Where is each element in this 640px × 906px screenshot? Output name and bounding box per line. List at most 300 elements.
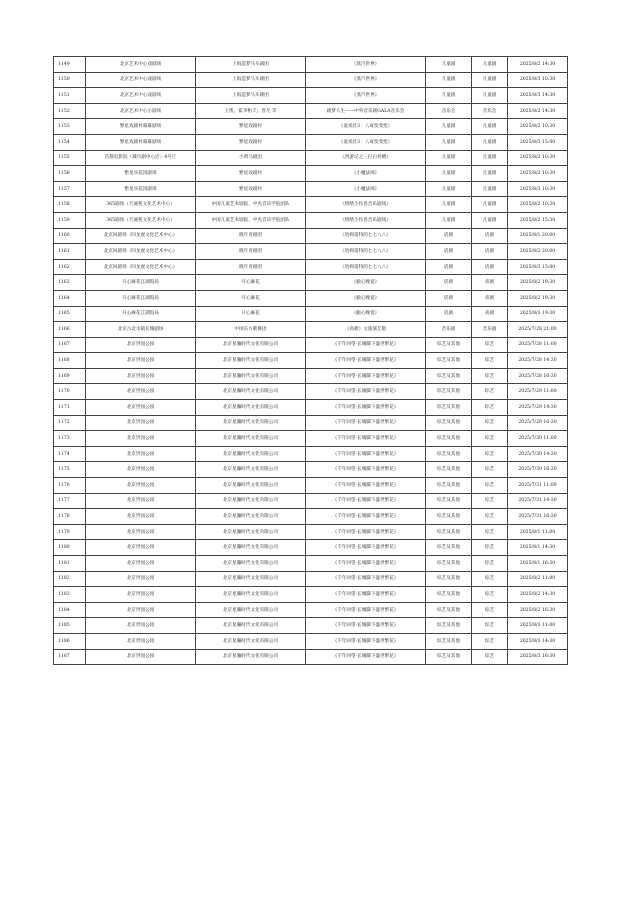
venue-cell: 北京艺术中心小剧场 — [86, 103, 196, 119]
performer-cell: 北京星瀚时代文化有限公司 — [196, 556, 306, 572]
row-number-cell: 1174 — [54, 446, 86, 462]
subcategory-cell: 综艺 — [472, 431, 508, 447]
venue-cell: 北京艺术中心戏剧场 — [86, 88, 196, 104]
category-cell: 儿童剧 — [426, 119, 472, 135]
datetime-cell: 2025/8/3 14:30 — [508, 633, 568, 649]
performer-cell: 开心麻花 — [196, 306, 306, 322]
performer-cell: 北京星瀚时代文化有限公司 — [196, 540, 306, 556]
performer-cell: 繁星戏剧村 — [196, 166, 306, 182]
table-row — [54, 166, 568, 182]
datetime-cell: 2025/8/3 11:00 — [508, 618, 568, 634]
datetime-cell: 2025/8/1 20:00 — [508, 228, 568, 244]
category-cell: 话剧 — [426, 275, 472, 291]
title-cell: 《偷心晚宴》 — [306, 275, 426, 291]
row-number-cell: 1152 — [54, 103, 86, 119]
category-cell: 儿童剧 — [426, 134, 472, 150]
venue-cell: 北京世园公园 — [86, 384, 196, 400]
row-number-cell: 1161 — [54, 244, 86, 260]
subcategory-cell: 话剧 — [472, 244, 508, 260]
category-cell: 儿童剧 — [426, 166, 472, 182]
title-cell: 《千年回望·长城脚下盛世繁花》 — [306, 493, 426, 509]
performer-cell: 北京星瀚时代文化有限公司 — [196, 509, 306, 525]
title-cell: 《千年回望·长城脚下盛世繁花》 — [306, 587, 426, 603]
datetime-cell: 2025/8/1 14:30 — [508, 540, 568, 556]
category-cell: 综艺及其他 — [426, 384, 472, 400]
venue-cell: 北京世园公园 — [86, 509, 196, 525]
row-number-cell: 1184 — [54, 602, 86, 618]
datetime-cell: 2025/8/2 14:30 — [508, 587, 568, 603]
category-cell: 儿童剧 — [426, 88, 472, 104]
performer-cell: 北京星瀚时代文化有限公司 — [196, 353, 306, 369]
table-row — [54, 57, 568, 73]
table-row — [54, 119, 568, 135]
performer-cell: 繁星戏剧村 — [196, 119, 306, 135]
title-cell: 《千年回望·长城脚下盛世繁花》 — [306, 368, 426, 384]
row-number-cell: 1181 — [54, 556, 86, 572]
row-number-cell: 1153 — [54, 119, 86, 135]
performer-cell: 晓年青剧团 — [196, 244, 306, 260]
datetime-cell: 2025/8/3 15:00 — [508, 259, 568, 275]
table-row — [54, 244, 568, 260]
subcategory-cell: 综艺 — [472, 524, 508, 540]
venue-cell: 北京古北水镇长城剧场 — [86, 322, 196, 338]
venue-cell: 繁星戏剧村幕幕剧场 — [86, 134, 196, 150]
category-cell: 综艺及其他 — [426, 446, 472, 462]
category-cell: 儿童剧 — [426, 150, 472, 166]
venue-cell: 开心麻花江湖饭局 — [86, 290, 196, 306]
table-row — [54, 228, 568, 244]
datetime-cell: 2025/7/28 16:30 — [508, 368, 568, 384]
table-row — [54, 103, 568, 119]
datetime-cell: 2025/8/3 16:30 — [508, 649, 568, 665]
venue-cell: 繁星乐花园剧场 — [86, 166, 196, 182]
performer-cell: 中国儿童艺术剧院、中央音乐学院团队 — [196, 197, 306, 213]
title-cell: 《小魔法师》 — [306, 166, 426, 182]
subcategory-cell: 综艺 — [472, 493, 508, 509]
title-cell: 《千年回望·长城脚下盛世繁花》 — [306, 602, 426, 618]
datetime-cell: 2025/8/2 19:30 — [508, 290, 568, 306]
title-cell: 《蒸汽世界》 — [306, 72, 426, 88]
category-cell: 综艺及其他 — [426, 493, 472, 509]
venue-cell: 北京世园公园 — [86, 649, 196, 665]
table-row — [54, 446, 568, 462]
datetime-cell: 2025/8/3 10:30 — [508, 72, 568, 88]
venue-cell: 365剧场（天通苑文化艺术中心） — [86, 212, 196, 228]
title-cell: 《哈姆雷特的七七八八》 — [306, 259, 426, 275]
datetime-cell: 2025/7/31 11:00 — [508, 478, 568, 494]
subcategory-cell: 综艺 — [472, 633, 508, 649]
table-row — [54, 478, 568, 494]
subcategory-cell: 综艺 — [472, 649, 508, 665]
subcategory-cell: 话剧 — [472, 228, 508, 244]
title-cell: 《千年回望·长城脚下盛世繁花》 — [306, 633, 426, 649]
category-cell: 话剧 — [426, 259, 472, 275]
datetime-cell: 2025/8/3 10:30 — [508, 181, 568, 197]
performer-cell: 北京星瀚时代文化有限公司 — [196, 649, 306, 665]
category-cell: 综艺及其他 — [426, 633, 472, 649]
subcategory-cell: 综艺 — [472, 462, 508, 478]
performer-cell: 小黄马剧团 — [196, 150, 306, 166]
title-cell: 《童戏社3：八戒变变变》 — [306, 119, 426, 135]
category-cell: 儿童剧 — [426, 57, 472, 73]
venue-cell: 北京世园公园 — [86, 368, 196, 384]
row-number-cell: 1156 — [54, 166, 86, 182]
venue-cell: 北京世园公园 — [86, 446, 196, 462]
title-cell: 《童戏社3：八戒变变变》 — [306, 134, 426, 150]
performer-cell: 北京星瀚时代文化有限公司 — [196, 462, 306, 478]
title-cell: 《小魔法师》 — [306, 181, 426, 197]
category-cell: 综艺及其他 — [426, 415, 472, 431]
datetime-cell: 2025/8/1 16:30 — [508, 556, 568, 572]
category-cell: 综艺及其他 — [426, 462, 472, 478]
category-cell: 话剧 — [426, 290, 472, 306]
table-row — [54, 275, 568, 291]
venue-cell: 北京世园公园 — [86, 400, 196, 416]
venue-cell: 北京世园公园 — [86, 633, 196, 649]
title-cell: 《偷心晚宴》 — [306, 306, 426, 322]
table-row — [54, 259, 568, 275]
datetime-cell: 2025/7/31 16:30 — [508, 509, 568, 525]
category-cell: 综艺及其他 — [426, 602, 472, 618]
venue-cell: 繁星戏剧村幕幕剧场 — [86, 119, 196, 135]
title-cell: 《情绪小怪兽音乐剧场》 — [306, 197, 426, 213]
performer-cell: 中国东方歌舞团 — [196, 322, 306, 338]
table-row — [54, 150, 568, 166]
row-number-cell: 1180 — [54, 540, 86, 556]
category-cell: 综艺及其他 — [426, 587, 472, 603]
table-row — [54, 602, 568, 618]
venue-cell: 北京世园公园 — [86, 618, 196, 634]
category-cell: 话剧 — [426, 244, 472, 260]
title-cell: 《情绪小怪兽音乐剧场》 — [306, 212, 426, 228]
venue-cell: 繁星乐花园剧场 — [86, 181, 196, 197]
performer-cell: 北京星瀚时代文化有限公司 — [196, 493, 306, 509]
datetime-cell: 2025/8/3 14:30 — [508, 88, 568, 104]
row-number-cell: 1172 — [54, 415, 86, 431]
row-number-cell: 1175 — [54, 462, 86, 478]
category-cell: 综艺及其他 — [426, 478, 472, 494]
row-number-cell: 1187 — [54, 649, 86, 665]
datetime-cell: 2025/7/31 14:30 — [508, 493, 568, 509]
category-cell: 综艺及其他 — [426, 571, 472, 587]
row-number-cell: 1185 — [54, 618, 86, 634]
title-cell: 《千年回望·长城脚下盛世繁花》 — [306, 415, 426, 431]
datetime-cell: 2025/8/2 19:30 — [508, 275, 568, 291]
subcategory-cell: 综艺 — [472, 602, 508, 618]
table-row — [54, 400, 568, 416]
title-cell: 《千年回望·长城脚下盛世繁花》 — [306, 462, 426, 478]
row-number-cell: 1151 — [54, 88, 86, 104]
row-number-cell: 1160 — [54, 228, 86, 244]
subcategory-cell: 综艺 — [472, 384, 508, 400]
performer-cell: 晓年青剧团 — [196, 259, 306, 275]
row-number-cell: 1149 — [54, 57, 86, 73]
performance-schedule-table — [53, 56, 568, 665]
venue-cell: 北京艺术中心戏剧场 — [86, 57, 196, 73]
venue-cell: 北京世园公园 — [86, 493, 196, 509]
table-row — [54, 540, 568, 556]
category-cell: 综艺及其他 — [426, 618, 472, 634]
datetime-cell: 2025/8/2 11:00 — [508, 571, 568, 587]
performer-cell: 晓年青剧团 — [196, 228, 306, 244]
category-cell: 音乐会 — [426, 103, 472, 119]
venue-cell: 北京世园公园 — [86, 556, 196, 572]
datetime-cell: 2025/7/30 16:30 — [508, 462, 568, 478]
category-cell: 综艺及其他 — [426, 368, 472, 384]
venue-cell: 开心麻花江湖饭局 — [86, 306, 196, 322]
performer-cell: 北京星瀚时代文化有限公司 — [196, 337, 306, 353]
table-body — [54, 57, 568, 665]
subcategory-cell: 喜剧 — [472, 306, 508, 322]
performer-cell: 王凯、霍李桁天、晋凡 等 — [196, 103, 306, 119]
performer-cell: 繁星戏剧村 — [196, 181, 306, 197]
row-number-cell: 1159 — [54, 212, 86, 228]
category-cell: 儿童剧 — [426, 72, 472, 88]
table-row — [54, 353, 568, 369]
title-cell: 剧梦人生——中外音乐剧GALA音乐会 — [306, 103, 426, 119]
category-cell: 综艺及其他 — [426, 524, 472, 540]
category-cell: 综艺及其他 — [426, 649, 472, 665]
row-number-cell: 1157 — [54, 181, 86, 197]
subcategory-cell: 综艺 — [472, 509, 508, 525]
table-row — [54, 571, 568, 587]
performer-cell: 北京星瀚时代文化有限公司 — [196, 368, 306, 384]
row-number-cell: 1183 — [54, 587, 86, 603]
title-cell: 《哈姆雷特的七七八八》 — [306, 244, 426, 260]
subcategory-cell: 儿童剧 — [472, 181, 508, 197]
datetime-cell: 2025/8/2 10:30 — [508, 197, 568, 213]
subcategory-cell: 喜剧 — [472, 290, 508, 306]
venue-cell: 北京回剧场（回龙观文化艺术中心） — [86, 228, 196, 244]
subcategory-cell: 儿童剧 — [472, 119, 508, 135]
performer-cell: 开心麻花 — [196, 275, 306, 291]
row-number-cell: 1158 — [54, 197, 86, 213]
table-row — [54, 322, 568, 338]
row-number-cell: 1170 — [54, 384, 86, 400]
venue-cell: 北京世园公园 — [86, 571, 196, 587]
datetime-cell: 2025/7/30 11:00 — [508, 431, 568, 447]
venue-cell: 首都电影院（城市副中心店）4号厅 — [86, 150, 196, 166]
datetime-cell: 2025/8/2 20:00 — [508, 244, 568, 260]
row-number-cell: 1173 — [54, 431, 86, 447]
table-row — [54, 649, 568, 665]
subcategory-cell: 综艺 — [472, 368, 508, 384]
venue-cell: 北京世园公园 — [86, 478, 196, 494]
subcategory-cell: 儿童剧 — [472, 57, 508, 73]
table-row — [54, 431, 568, 447]
datetime-cell: 2025/8/2 14:30 — [508, 103, 568, 119]
title-cell: 《蒸汽世界》 — [306, 88, 426, 104]
venue-cell: 北京世园公园 — [86, 540, 196, 556]
table-row — [54, 337, 568, 353]
subcategory-cell: 综艺 — [472, 446, 508, 462]
table-row — [54, 134, 568, 150]
subcategory-cell: 综艺 — [472, 540, 508, 556]
row-number-cell: 1186 — [54, 633, 86, 649]
table-row — [54, 415, 568, 431]
datetime-cell: 2025/7/28 11:00 — [508, 337, 568, 353]
category-cell: 话剧 — [426, 228, 472, 244]
title-cell: 《千年回望·长城脚下盛世繁花》 — [306, 400, 426, 416]
performer-cell: 北京星瀚时代文化有限公司 — [196, 571, 306, 587]
venue-cell: 北京世园公园 — [86, 462, 196, 478]
row-number-cell: 1154 — [54, 134, 86, 150]
row-number-cell: 1163 — [54, 275, 86, 291]
datetime-cell: 2025/7/29 14:30 — [508, 400, 568, 416]
table-row — [54, 290, 568, 306]
subcategory-cell: 儿童剧 — [472, 72, 508, 88]
subcategory-cell: 综艺 — [472, 571, 508, 587]
performer-cell: 中国儿童艺术剧院、中央音乐学院团队 — [196, 212, 306, 228]
table-row — [54, 462, 568, 478]
venue-cell: 开心麻花江湖饭局 — [86, 275, 196, 291]
performer-cell: 北京星瀚时代文化有限公司 — [196, 524, 306, 540]
subcategory-cell: 儿童剧 — [472, 134, 508, 150]
row-number-cell: 1169 — [54, 368, 86, 384]
datetime-cell: 2025/8/2 14:30 — [508, 57, 568, 73]
subcategory-cell: 儿童剧 — [472, 166, 508, 182]
category-cell: 综艺及其他 — [426, 400, 472, 416]
row-number-cell: 1167 — [54, 337, 86, 353]
table-row — [54, 587, 568, 603]
performer-cell: 上海造梦马车剧团 — [196, 72, 306, 88]
datetime-cell: 2025/8/2 10:30 — [508, 119, 568, 135]
row-number-cell: 1168 — [54, 353, 86, 369]
subcategory-cell: 综艺 — [472, 337, 508, 353]
category-cell: 综艺及其他 — [426, 540, 472, 556]
row-number-cell: 1165 — [54, 306, 86, 322]
row-number-cell: 1162 — [54, 259, 86, 275]
datetime-cell: 2025/8/2 10:30 — [508, 166, 568, 182]
category-cell: 综艺及其他 — [426, 556, 472, 572]
title-cell: 《蒸汽世界》 — [306, 57, 426, 73]
table-row — [54, 556, 568, 572]
venue-cell: 北京艺术中心戏剧场 — [86, 72, 196, 88]
datetime-cell: 2025/7/30 14:30 — [508, 446, 568, 462]
row-number-cell: 1164 — [54, 290, 86, 306]
performer-cell: 北京星瀚时代文化有限公司 — [196, 431, 306, 447]
datetime-cell: 2025/8/2 15:30 — [508, 212, 568, 228]
datetime-cell: 2025/7/29 16:30 — [508, 415, 568, 431]
subcategory-cell: 儿童剧 — [472, 150, 508, 166]
performer-cell: 北京星瀚时代文化有限公司 — [196, 446, 306, 462]
venue-cell: 北京世园公园 — [86, 587, 196, 603]
title-cell: 《千年回望·长城脚下盛世繁花》 — [306, 509, 426, 525]
venue-cell: 北京回剧场（回龙观文化艺术中心） — [86, 259, 196, 275]
table-row — [54, 633, 568, 649]
title-cell: 《千年回望·长城脚下盛世繁花》 — [306, 384, 426, 400]
title-cell: 《西游记之三打白骨精》 — [306, 150, 426, 166]
title-cell: 《千年回望·长城脚下盛世繁花》 — [306, 431, 426, 447]
row-number-cell: 1177 — [54, 493, 86, 509]
title-cell: 《高歌》文旅演艺版 — [306, 322, 426, 338]
table-row — [54, 618, 568, 634]
performer-cell: 上海造梦马车剧团 — [196, 88, 306, 104]
row-number-cell: 1178 — [54, 509, 86, 525]
subcategory-cell: 综艺 — [472, 353, 508, 369]
datetime-cell: 2025/8/2 10:30 — [508, 150, 568, 166]
title-cell: 《千年回望·长城脚下盛世繁花》 — [306, 571, 426, 587]
performer-cell: 上海造梦马车剧团 — [196, 57, 306, 73]
datetime-cell: 2025/8/3 15:00 — [508, 134, 568, 150]
row-number-cell: 1176 — [54, 478, 86, 494]
table-row — [54, 197, 568, 213]
subcategory-cell: 音乐会 — [472, 103, 508, 119]
venue-cell: 365剧场（天通苑文化艺术中心） — [86, 197, 196, 213]
table-row — [54, 368, 568, 384]
title-cell: 《千年回望·长城脚下盛世繁花》 — [306, 446, 426, 462]
category-cell: 综艺及其他 — [426, 509, 472, 525]
title-cell: 《千年回望·长城脚下盛世繁花》 — [306, 649, 426, 665]
performer-cell: 北京星瀚时代文化有限公司 — [196, 633, 306, 649]
datetime-cell: 2025/7/28 21:00 — [508, 322, 568, 338]
subcategory-cell: 儿童剧 — [472, 197, 508, 213]
subcategory-cell: 儿童剧 — [472, 212, 508, 228]
title-cell: 《千年回望·长城脚下盛世繁花》 — [306, 353, 426, 369]
title-cell: 《千年回望·长城脚下盛世繁花》 — [306, 478, 426, 494]
title-cell: 《千年回望·长城脚下盛世繁花》 — [306, 556, 426, 572]
row-number-cell: 1150 — [54, 72, 86, 88]
table-row — [54, 384, 568, 400]
title-cell: 《千年回望·长城脚下盛世繁花》 — [306, 618, 426, 634]
venue-cell: 北京世园公园 — [86, 431, 196, 447]
title-cell: 《千年回望·长城脚下盛世繁花》 — [306, 540, 426, 556]
subcategory-cell: 喜剧 — [472, 275, 508, 291]
table-row — [54, 181, 568, 197]
table-row — [54, 88, 568, 104]
row-number-cell: 1179 — [54, 524, 86, 540]
category-cell: 综艺及其他 — [426, 431, 472, 447]
table-row — [54, 72, 568, 88]
subcategory-cell: 综艺 — [472, 618, 508, 634]
venue-cell: 北京世园公园 — [86, 337, 196, 353]
venue-cell: 北京世园公园 — [86, 524, 196, 540]
datetime-cell: 2025/8/1 11:00 — [508, 524, 568, 540]
performer-cell: 北京星瀚时代文化有限公司 — [196, 618, 306, 634]
subcategory-cell: 音乐剧 — [472, 322, 508, 338]
table-row — [54, 212, 568, 228]
performer-cell: 北京星瀚时代文化有限公司 — [196, 400, 306, 416]
category-cell: 话剧 — [426, 306, 472, 322]
category-cell: 综艺及其他 — [426, 353, 472, 369]
row-number-cell: 1182 — [54, 571, 86, 587]
performer-cell: 北京星瀚时代文化有限公司 — [196, 587, 306, 603]
performer-cell: 开心麻花 — [196, 290, 306, 306]
venue-cell: 北京回剧场（回龙观文化艺术中心） — [86, 244, 196, 260]
datetime-cell: 2025/8/3 19:30 — [508, 306, 568, 322]
title-cell: 《千年回望·长城脚下盛世繁花》 — [306, 524, 426, 540]
performer-cell: 繁星戏剧村 — [196, 134, 306, 150]
subcategory-cell: 综艺 — [472, 478, 508, 494]
category-cell: 音乐剧 — [426, 322, 472, 338]
table-row — [54, 509, 568, 525]
row-number-cell: 1171 — [54, 400, 86, 416]
venue-cell: 北京世园公园 — [86, 415, 196, 431]
subcategory-cell: 综艺 — [472, 556, 508, 572]
row-number-cell: 1155 — [54, 150, 86, 166]
performer-cell: 北京星瀚时代文化有限公司 — [196, 384, 306, 400]
venue-cell: 北京世园公园 — [86, 602, 196, 618]
category-cell: 儿童剧 — [426, 181, 472, 197]
datetime-cell: 2025/8/2 16:30 — [508, 602, 568, 618]
title-cell: 《哈姆雷特的七七八八》 — [306, 228, 426, 244]
subcategory-cell: 话剧 — [472, 259, 508, 275]
subcategory-cell: 综艺 — [472, 587, 508, 603]
datetime-cell: 2025/7/29 11:00 — [508, 384, 568, 400]
subcategory-cell: 儿童剧 — [472, 88, 508, 104]
datetime-cell: 2025/7/28 14:30 — [508, 353, 568, 369]
table-row — [54, 493, 568, 509]
